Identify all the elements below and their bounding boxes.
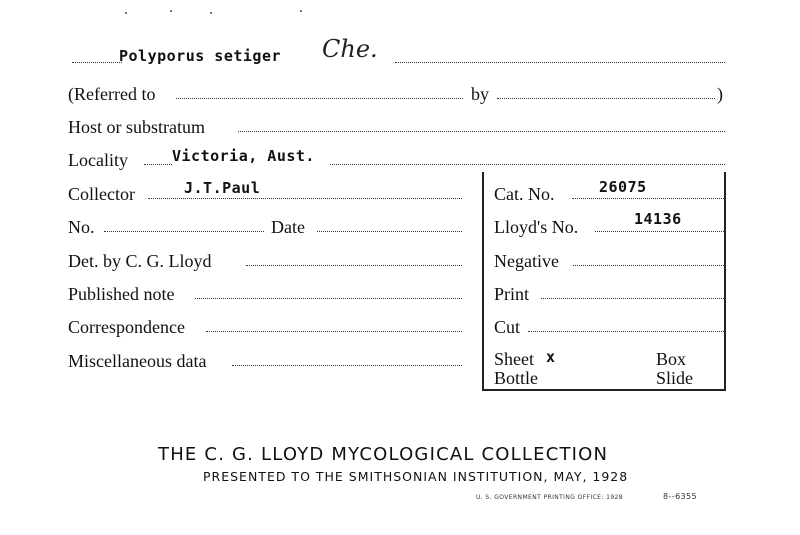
printing-office-line: U. S. GOVERNMENT PRINTING OFFICE: 1928 xyxy=(476,494,623,501)
cut-line xyxy=(528,331,724,332)
scan-speck xyxy=(300,10,302,12)
footer-subtitle: PRESENTED TO THE SMITHSONIAN INSTITUTION, MAY, 1928 xyxy=(203,469,629,484)
form-number: 8--6355 xyxy=(663,492,698,501)
collector-label: Collector xyxy=(68,184,135,204)
locality-label: Locality xyxy=(68,150,128,170)
specimen-underline-right xyxy=(395,62,725,63)
bottle-label: Bottle xyxy=(494,368,538,388)
negative-label: Negative xyxy=(494,251,559,271)
catalog-box-left-border xyxy=(482,172,484,390)
specimen-underline-left xyxy=(72,62,122,63)
sheet-mark: x xyxy=(546,348,556,366)
by-label: by xyxy=(471,84,489,104)
scan-speck xyxy=(125,12,127,14)
slide-label: Slide xyxy=(656,368,694,388)
negative-line xyxy=(573,265,724,266)
no-label: No. xyxy=(68,217,95,237)
det-line xyxy=(246,265,462,266)
box-label: Box xyxy=(656,349,687,369)
collector-line xyxy=(148,198,462,199)
misc-label: Miscellaneous data xyxy=(68,351,207,371)
lloyd-no-line xyxy=(595,231,724,232)
specimen-authority: Che. xyxy=(322,35,378,63)
close-paren: ) xyxy=(717,84,723,104)
scan-speck xyxy=(170,10,172,12)
lloyd-no-label: Lloyd's No. xyxy=(494,217,579,237)
host-label: Host or substratum xyxy=(68,117,205,137)
print-label: Print xyxy=(494,284,530,304)
sheet-label: Sheet xyxy=(494,349,534,369)
det-label: Det. by C. G. Lloyd xyxy=(68,251,212,271)
locality-line-right xyxy=(330,164,725,165)
collector-value: J.T.Paul xyxy=(184,179,261,197)
specimen-name: Polyporus setiger xyxy=(119,47,282,65)
cut-label: Cut xyxy=(494,317,521,337)
catalog-box-bottom-border xyxy=(482,389,726,391)
referred-to-line xyxy=(176,98,463,99)
print-line xyxy=(541,298,724,299)
cat-no-line xyxy=(572,198,724,199)
no-line xyxy=(104,231,264,232)
date-line xyxy=(317,231,462,232)
scan-speck xyxy=(210,12,212,14)
referred-by-line xyxy=(497,98,715,99)
misc-line xyxy=(232,365,462,366)
referred-to-label: (Referred to xyxy=(68,84,156,104)
correspondence-label: Correspondence xyxy=(68,317,185,337)
footer-title: THE C. G. LLOYD MYCOLOGICAL COLLECTION xyxy=(158,444,609,465)
host-line xyxy=(238,131,725,132)
cat-no-label: Cat. No. xyxy=(494,184,555,204)
published-line xyxy=(195,298,462,299)
correspondence-line xyxy=(206,331,462,332)
lloyd-no-value: 14136 xyxy=(634,210,682,228)
locality-value: Victoria, Aust. xyxy=(172,147,315,165)
date-label: Date xyxy=(271,217,305,237)
locality-line-left xyxy=(144,164,172,165)
published-label: Published note xyxy=(68,284,175,304)
cat-no-value: 26075 xyxy=(599,178,647,196)
catalog-box-right-border xyxy=(724,172,726,390)
